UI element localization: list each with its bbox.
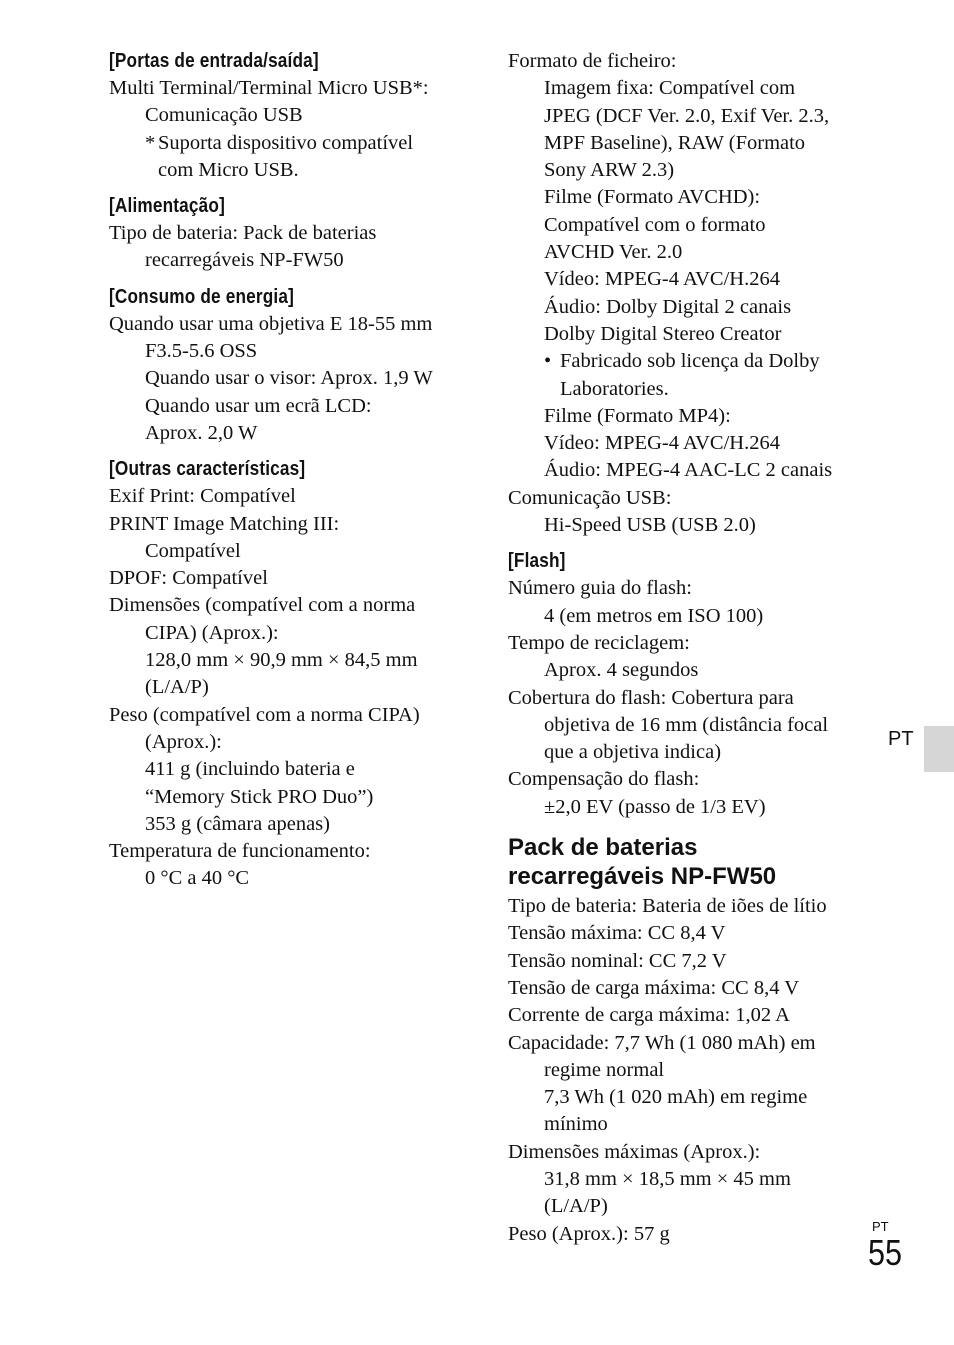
spec-line: Quando usar o visor: Aprox. 1,9 W: [145, 367, 433, 390]
spec-line: Tensão máxima: CC 8,4 V: [508, 922, 726, 945]
spec-line: ±2,0 EV (passo de 1/3 EV): [544, 795, 766, 818]
spec-line: PRINT Image Matching III:: [109, 512, 340, 535]
spec-line: Áudio: MPEG-4 AAC-LC 2 canais: [544, 459, 833, 482]
spec-line: MPF Baseline), RAW (Formato: [544, 131, 806, 154]
spec-line: Vídeo: MPEG-4 AVC/H.264: [544, 432, 780, 455]
spec-line: CIPA) (Aprox.):: [145, 621, 279, 644]
spec-line: Multi Terminal/Terminal Micro USB*:: [109, 77, 429, 99]
bullet-note: [508, 348, 868, 375]
left-column: [109, 48, 469, 893]
page-number: 55: [868, 1232, 903, 1273]
footnote-marker: *: [145, 131, 156, 154]
spec-line: Cobertura do flash: Cobertura para: [508, 686, 794, 709]
section-flash: [508, 548, 868, 821]
spec-line: Quando usar um ecrã LCD:: [145, 394, 372, 417]
bullet-text: Laboratories.: [560, 377, 669, 400]
section-heading: [Flash]: [508, 550, 566, 573]
spec-line: Tempo de reciclagem:: [508, 631, 690, 654]
spec-line: Capacidade: 7,7 Wh (1 080 mAh) em: [508, 1031, 816, 1054]
spec-line: 353 g (câmara apenas): [145, 812, 330, 835]
section-heading: [Portas de entrada/saída]: [109, 50, 319, 72]
section-heading: [Consumo de energia]: [109, 285, 295, 308]
spec-line: Sony ARW 2.3): [544, 159, 675, 182]
spec-line: “Memory Stick PRO Duo”): [145, 785, 374, 808]
spec-line: Áudio: Dolby Digital 2 canais: [544, 295, 792, 318]
bullet-marker: •: [544, 350, 552, 373]
battery-title-line: recarregáveis NP-FW50: [508, 863, 777, 891]
section-power: [109, 193, 469, 275]
battery-title: [508, 833, 868, 891]
footnote: [109, 130, 469, 157]
spec-line: Quando usar uma objetiva E 18-55 mm: [109, 312, 433, 335]
spec-line: Temperatura de funcionamento:: [109, 840, 371, 863]
spec-line: (L/A/P): [145, 676, 209, 699]
spec-line: Peso (compatível com a norma CIPA): [109, 703, 420, 726]
spec-line: 411 g (incluindo bateria e: [145, 758, 355, 781]
spec-line: Tensão de carga máxima: CC 8,4 V: [508, 976, 800, 999]
section-consumption: [109, 284, 469, 447]
spec-line: Filme (Formato MP4):: [544, 404, 731, 427]
spec-line: Imagem fixa: Compatível com: [544, 77, 796, 100]
spec-line: Formato de ficheiro:: [508, 50, 677, 72]
spec-line: 128,0 mm × 90,9 mm × 84,5 mm: [145, 649, 418, 672]
spec-line: Peso (Aprox.): 57 g: [508, 1222, 670, 1245]
footnote-text: com Micro USB.: [158, 158, 299, 181]
footnote-text: Suporta dispositivo compatível: [158, 131, 414, 154]
spec-line: Filme (Formato AVCHD):: [544, 186, 761, 209]
section-ports: [109, 48, 469, 184]
spec-line: Vídeo: MPEG-4 AVC/H.264: [544, 268, 780, 291]
spec-line: Compensação do flash:: [508, 768, 700, 791]
spec-line: Exif Print: Compatível: [109, 485, 296, 508]
spec-line: Corrente de carga máxima: 1,02 A: [508, 1004, 790, 1027]
spec-line: Hi-Speed USB (USB 2.0): [544, 514, 756, 537]
spec-line: recarregáveis NP-FW50: [145, 249, 344, 272]
page-language-code: PT: [872, 1219, 889, 1234]
spec-line: Dimensões (compatível com a norma: [109, 594, 416, 617]
section-heading: [Alimentação]: [109, 195, 225, 218]
spec-line: JPEG (DCF Ver. 2.0, Exif Ver. 2.3,: [544, 104, 830, 127]
spec-line: Aprox. 4 segundos: [544, 659, 699, 682]
spec-line: Número guia do flash:: [508, 577, 692, 600]
spec-line: regime normal: [544, 1058, 665, 1081]
spec-line: 7,3 Wh (1 020 mAh) em regime: [544, 1086, 808, 1109]
spec-line: 31,8 mm × 18,5 mm × 45 mm: [544, 1167, 791, 1190]
spec-line: Aprox. 2,0 W: [145, 421, 258, 444]
spec-line: objetiva de 16 mm (distância focal: [544, 713, 829, 736]
bullet-text: Fabricado sob licença da Dolby: [560, 350, 820, 373]
spec-line: Dolby Digital Stereo Creator: [544, 322, 782, 345]
spec-line: 0 °C a 40 °C: [145, 867, 250, 890]
spec-line: Tipo de bateria: Bateria de iões de lítio: [508, 895, 827, 918]
section-other: [109, 456, 469, 892]
spec-line: F3.5-5.6 OSS: [145, 340, 258, 363]
language-tab: [924, 726, 954, 772]
spec-line: DPOF: Compatível: [109, 567, 268, 590]
language-tab-label: PT: [888, 728, 914, 750]
spec-line: que a objetiva indica): [544, 741, 722, 764]
spec-line: (Aprox.):: [145, 730, 222, 753]
spec-line: Comunicação USB: [145, 104, 303, 127]
spec-line: Compatível: [145, 539, 241, 562]
section-heading: [Outras características]: [109, 458, 306, 481]
spec-line: (L/A/P): [544, 1195, 608, 1218]
spec-line: Tipo de bateria: Pack de baterias: [109, 222, 377, 245]
spec-line: Compatível com o formato: [544, 213, 766, 236]
spec-line: AVCHD Ver. 2.0: [544, 241, 683, 264]
spec-line: Dimensões máximas (Aprox.):: [508, 1140, 761, 1163]
spec-line: mínimo: [544, 1113, 608, 1136]
section-file-format: [508, 48, 868, 539]
right-column: [508, 48, 868, 1248]
section-battery: [508, 833, 868, 1248]
spec-line: 4 (em metros em ISO 100): [544, 604, 764, 627]
spec-line: Comunicação USB:: [508, 486, 672, 509]
battery-title-line: Pack de baterias: [508, 834, 698, 862]
spec-line: Tensão nominal: CC 7,2 V: [508, 949, 727, 972]
